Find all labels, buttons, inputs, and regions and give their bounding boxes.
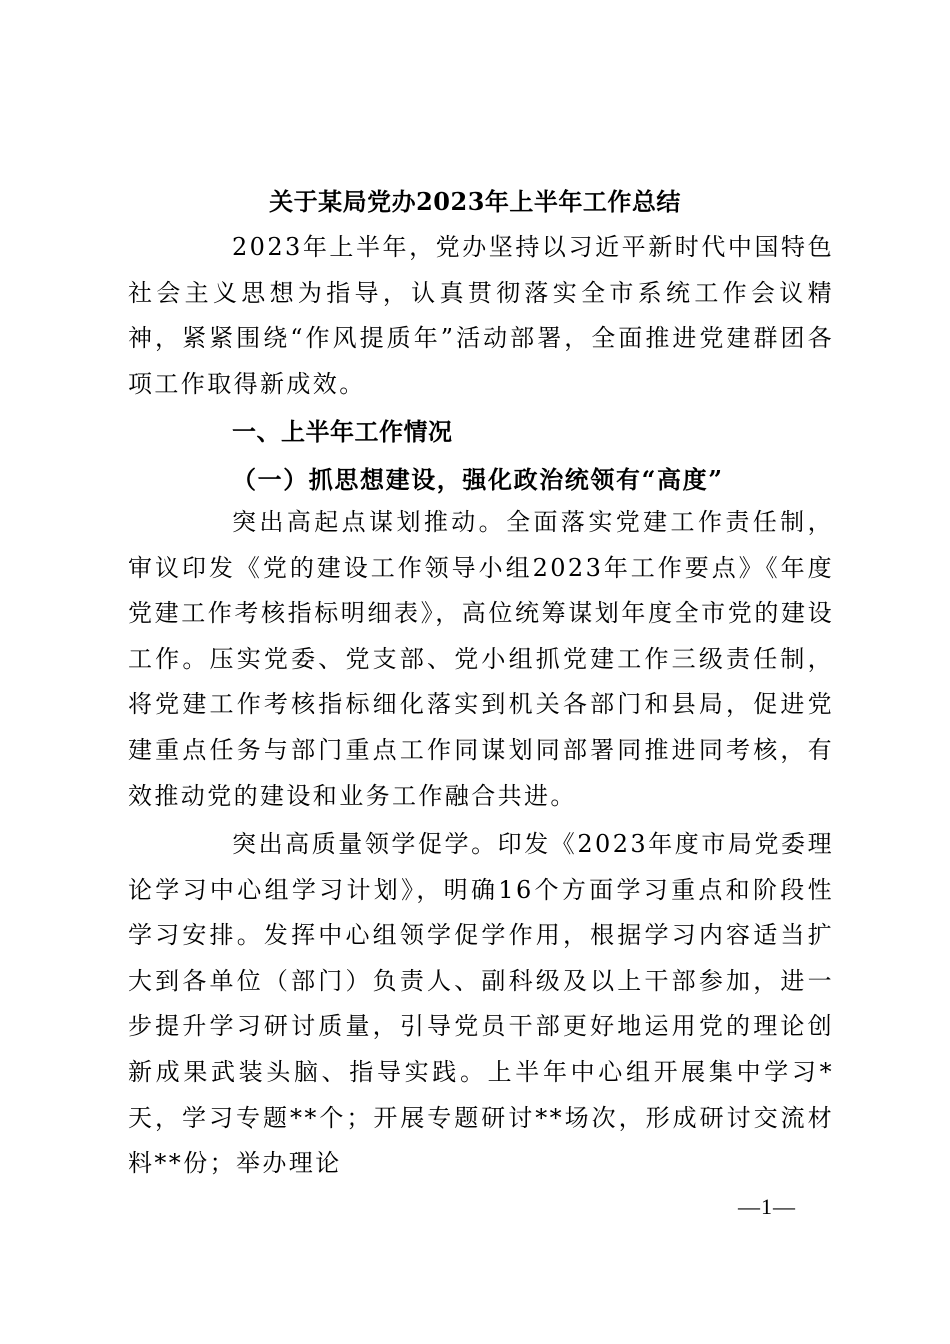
subsection-heading: （一）抓思想建设，强化政治统领有“高度” (232, 465, 724, 494)
body-paragraph: 突出高起点谋划推动。全面落实党建工作责任制，审议印发《党的建设工作领导小组2023年工作要点》《年度党建工作考核指标明细表》，高位统筹谋划年度全市党的建设工作。压实党委、党支部、党小组抓党建工作三级责任制，将党建工作考核指标细化落实到机关各部门和县局，促进党建重点任务与部门重点工作同谋划同部署同推进同考核，有效推动党的建设和业务工作融合共进。 (128, 508, 834, 810)
section-heading: 一、上半年工作情况 (232, 418, 453, 446)
body-paragraph: 突出高质量领学促学。印发《2023年度市局党委理论学习中心组学习计划》，明确16个方面学习重点和阶段性学习安排。发挥中心组领学促学作用，根据学习内容适当扩大到各单位（部门）负责人、副科级及以上干部参加，进一步提升学习研讨质量，引导党员干部更好地运用党的理论创新成果武装头脑、指导实践。上半年中心组开展集中学习*天，学习专题**个；开展专题研讨**场次，形成研讨交流材料**份；举办理论 (128, 830, 834, 1178)
page-number: —1— (738, 1194, 796, 1219)
document-title: 关于某局党办2023年上半年工作总结 (269, 187, 681, 216)
intro-paragraph: 2023年上半年，党办坚持以习近平新时代中国特色社会主义思想为指导，认真贯彻落实全市系统工作会议精神，紧紧围绕“作风提质年”活动部署，全面推进党建群团各项工作取得新成效。 (128, 233, 834, 398)
